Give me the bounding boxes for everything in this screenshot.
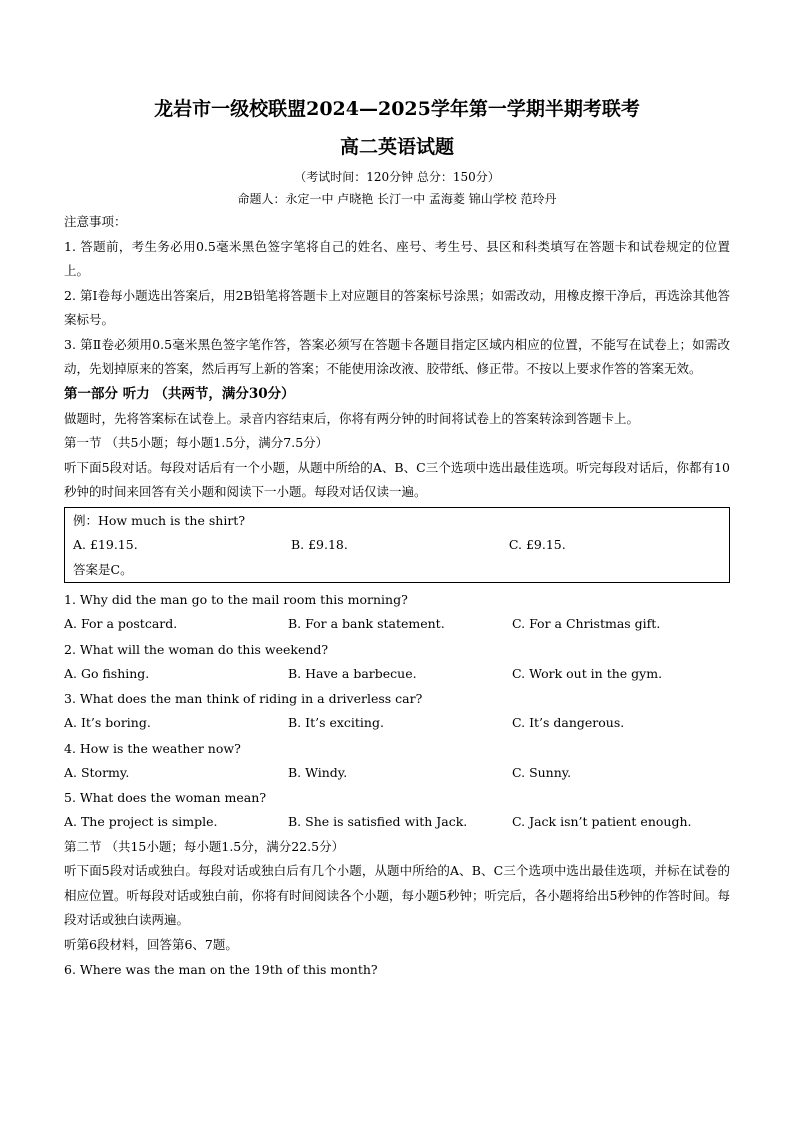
question-6-text: 6. Where was the man on the 19th of this month? [64,962,378,977]
example-box [64,507,730,584]
section2-title: 第二节 （共15小题；每小题1.5分，满分22.5分） [64,838,345,854]
note-item: 1. 答题前，考生务必用0.5毫米黑色签字笔将自己的姓名、座号、考生号、县区和科类填写在答题卡和试卷规定的位置上。 [64,238,730,278]
question-text: 5. What does the woman mean? [64,790,267,805]
example-option-a: A. £19.15. [73,536,138,552]
option-a: A. For a postcard. [64,616,178,631]
option-b: B. Have a barbecue. [288,665,417,681]
part1-intro: 做题时，先将答案标在试卷上。录音内容结束后，你将有两分钟的时间将试卷上的答案转涂到答题卡上。 [64,410,640,426]
question-2 [64,637,730,687]
option-c: C. Work out in the gym. [512,665,663,681]
question-options [64,711,730,736]
option-b: B. For a bank statement. [288,616,445,631]
example-question: 例：How much is the shirt? [73,512,246,528]
exam-authors: 命题人：永定一中 卢晓艳 长汀一中 孟海菱 锦山学校 范玲丹 [237,192,557,206]
option-c: C. For a Christmas gift. [512,616,661,631]
question-options [64,810,730,835]
question-options [64,761,730,786]
exam-subtitle: 高二英语试题 [339,136,454,158]
example-option-c: C. £9.15. [508,536,566,552]
exam-info: （考试时间：120分钟 总分：150分） [294,170,500,184]
note-item: 3. 第Ⅱ卷必须用0.5毫米黑色签字笔作答，答案必须写在答题卡各题目指定区域内相应的位置，不能写在试卷上；如需改动，先划掉原来的答案，然后再写上新的答案；不能使用涂改液、胶带纸、修正带。不按以上要求作答的答案无效。 [64,336,730,376]
example-answer: 答案是C。 [73,562,133,577]
material-6-heading: 听第6段材料，回答第6、7题。 [64,936,238,952]
exam-page [64,96,730,982]
option-a: A. It’s boring. [64,715,151,730]
question-1 [64,587,730,637]
note-item: 2. 第Ⅰ卷每小题选出答案后，用2B铅笔将答题卡上对应题目的答案标号涂黑；如需改动，用橡皮擦干净后，再选涂其他答案标号。 [64,287,730,327]
section1-instructions: 听下面5段对话。每段对话后有一个小题，从题中所给的A、B、C三个选项中选出最佳选项。听完每段对话后，你都有10秒钟的时间来回答有关小题和阅读下一小题。每段对话仅读一遍。 [64,459,730,499]
exam-title: 龙岩市一级校联盟2024—2025学年第一学期半期考联考 [154,98,640,120]
part1-heading: 第一部分 听力 （共两节，满分30分） [64,385,295,402]
notes-title: 注意事项： [64,214,127,229]
option-b: B. It’s exciting. [288,715,384,730]
question-text: 3. What does the man think of riding in a driverless car? [64,691,423,706]
question-text: 1. Why did the man go to the mail room this morning? [64,592,408,607]
option-a: A. Go fishing. [64,665,150,681]
option-c: C. Jack isn’t patient enough. [512,814,692,829]
question-3 [64,686,730,736]
section2-instructions: 听下面5段对话或独白。每段对话或独白后有几个小题，从题中所给的A、B、C三个选项中选出最佳选项，并标在试卷的相应位置。听每段对话或独白前，你将有时间阅读各个小题，每小题5秒钟；听完后，各小题将给出5秒钟的作答时间。每段对话或独白读两遍。 [64,863,730,927]
example-option-b: B. £9.18. [290,536,348,552]
option-b: B. She is satisfied with Jack. [288,814,468,829]
question-5 [64,785,730,835]
option-c: C. Sunny. [512,764,572,780]
question-options [64,612,730,637]
question-4 [64,736,730,786]
question-text: 4. How is the weather now? [64,740,241,756]
option-b: B. Windy. [288,764,348,780]
option-a: A. The project is simple. [64,814,218,829]
option-c: C. It’s dangerous. [512,715,625,730]
option-a: A. Stormy. [64,764,130,780]
section1-title: 第一节 （共5小题；每小题1.5分，满分7.5分） [64,435,329,450]
question-options [64,662,730,687]
example-options [73,533,721,558]
question-text: 2. What will the woman do this weekend? [64,641,329,657]
